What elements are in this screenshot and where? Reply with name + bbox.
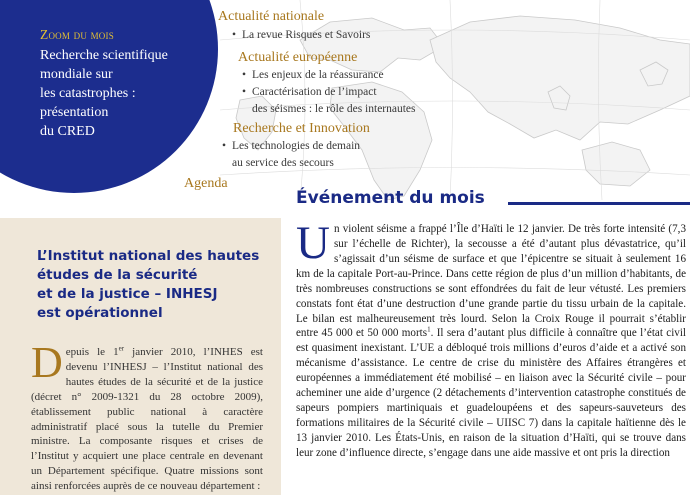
toc-item[interactable]: • Les enjeux de la réassurance <box>242 69 384 81</box>
zoom-title-line: Recherche scientifique <box>40 48 168 63</box>
bullet-icon: • <box>242 69 247 81</box>
toc-item-continued[interactable]: au service des secours <box>232 157 334 169</box>
bullet-icon: • <box>232 29 237 41</box>
zoom-du-mois[interactable] <box>40 27 210 141</box>
drop-cap: U <box>296 217 330 269</box>
toc-item[interactable]: • Les technologies de demain <box>222 140 361 152</box>
zoom-title-line: les catastrophes : <box>40 86 136 101</box>
title-rule <box>508 202 690 205</box>
toc-item[interactable]: • La revue Risques et Savoirs <box>232 29 371 41</box>
zoom-title-line: présentation <box>40 105 109 120</box>
event-of-month-title: Événement du mois <box>296 188 485 208</box>
zoom-title-line: mondiale sur <box>40 67 113 82</box>
toc-heading-national[interactable]: Actualité nationale <box>218 9 325 24</box>
toc-item[interactable]: • Caractérisation de l’impact <box>242 86 377 98</box>
institute-article-title: L’Institut national des hautes études de la sécurité et de la justice – INHESJ est opérationnel <box>37 248 260 321</box>
toc-heading-research[interactable]: Recherche et Innovation <box>233 121 370 136</box>
institute-article-body: Depuis le 1er janvier 2010, l’INHES est devenu l’INHESJ – l’Institut national des hautes études de la sécurité et de la justice (décret n° 2009-1321 du 28 octobre 2009), établissement public national à caractère administratif placé sous la tutelle du Premier ministre. La composante risques et crises de l’Institut y acquiert une place centrale en devenant un Département spécifique. Quatre missions sont ainsi renforcées auprès de ce nouveau département : <box>31 338 263 493</box>
footnote-ref[interactable]: 1 <box>427 325 431 334</box>
drop-cap: D <box>31 338 63 387</box>
zoom-title-line: du CRED <box>40 124 95 139</box>
bullet-icon: • <box>242 86 247 98</box>
toc-heading-agenda[interactable]: Agenda <box>184 176 228 191</box>
event-of-month-body: Un violent séisme a frappé l’Île d’Haïti le 12 janvier. De très forte intensité (7,3 sur l’échelle de Richter), la secousse a été d’autant plus dévastatrice, qu’il s’agissait d’un séisme de surface et que l’épicentre se situait à seulement 16 km de la capitale Port-au-Prince. Dans cette région de plus d’un million d’habitants, de très nombreuses constructions se sont effondrées du fait de leur vétusté. Les premiers constats font état d’une destruction d’une grande partie du tissu urbain de la capitale. Le bilan est malheureusement très lourd. Selon la Croix Rouge il pourrait s’établir entre 45 000 et 50 000 morts$^1$. Il sera d’autant plus difficile à connaître que l’état civil est quasiment inexistant. L’UE a débloqué trois millions d’euros d’aide et a activé son mécanisme d’assistance. Le centre de crise du ministère des Affaires étrangères et européennes a immédiatement été mobilisé – en liaison avec la Sécurité civile – pour acheminer une aide d’urgence (2 détachements d’intervention catastrophe constitués de sapeurs pompiers martiniquais et guadeloupéens et des sapeurs-sauveteurs des formations militaires de la Sécurité civile – UIISC 7) dans la capitale haïtienne dès le 13 janvier 2010. Les États-Unis, en raison de la situation d’Haïti, qui se trouve dans leur zone d’influence directe, s’engage dans une aide massive et ont pris la direction <box>296 217 686 459</box>
bullet-icon: • <box>222 140 227 152</box>
zoom-label: Zoom du mois <box>40 27 114 42</box>
toc-item-continued[interactable]: des séismes : le rôle des internautes <box>252 103 416 115</box>
toc-heading-european[interactable]: Actualité européenne <box>238 50 358 65</box>
